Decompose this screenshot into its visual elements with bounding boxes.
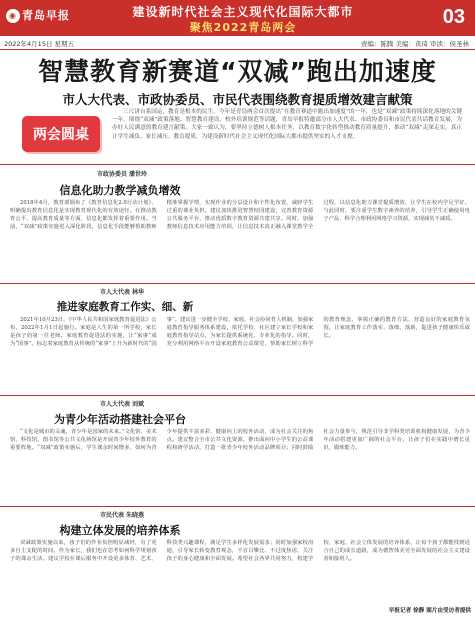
article-4-body: 双减政策实施以来，孩子们的作业负担明显减轻，有了更多自主支配的时间。作为家长，我们也在思考如何科学规划孩子的课余生活。建议学校在课后服务中开设更多体育、艺术、科技类兴趣课程，满足学生多样化发展需求；同时加强家校沟通，引导家长转变教育观念，不盲目攀比、不过度焦虑，关注孩子的身心健康和全面发展。希望社会各界共同努力，构建学校、家庭、社会立体发展的培养体系，让每个孩子都能找到适合自己的成长道路，成为德智体美劳全面发展的社会主义建设者和接班人。 — [10, 540, 470, 563]
article-3-byline: 市人大代表 刘斌 — [99, 401, 145, 408]
banner-subtitle: 聚焦2022青岛两会 — [189, 21, 297, 34]
footer-credit: 早报记者 徐静 图片由受访者提供 — [388, 608, 471, 614]
page-number: 03 — [442, 6, 465, 28]
issue-date: 2022年4月15日 星期五 — [4, 40, 75, 48]
section-divider — [0, 283, 475, 284]
section-badge: 两会圆桌 — [22, 116, 100, 152]
banner-title: 建设新时代社会主义现代化国际大都市 — [132, 5, 354, 19]
editor-credits: 责编：陈腾 美编：黄琦 审读：侯圣林 — [360, 40, 469, 48]
article-3-title: 为青少年活动搭建社会平台 — [54, 413, 186, 426]
info-bar — [0, 37, 475, 49]
masthead — [0, 0, 475, 36]
logo-text: 青岛早报 — [22, 9, 70, 22]
article-2-body: 2021年10月23日，《中华人民共和国家庭教育促进法》公布，2022年1月1日起施行。家庭是人生的第一所学校，家长是孩子的第一任老师。家庭教育促进法的实施，让“家事”成为“国事”，标志着家庭教育从传统的“家事”上升为新时代的“国事”。建议进一步健全学校、家庭、社会协同育人机制，加强家庭教育指导服务体系建设，依托学校、社区建立家长学校和家庭教育指导站点，为家长提供系统化、专业化的指导。同时，充分利用网络平台开设家庭教育公益课堂，帮助家长树立科学的教育理念，掌握正确的教育方法，营造良好的家庭教育氛围，让家庭教育工作落实、落细、落新，促进孩子健康快乐成长。 — [10, 317, 470, 348]
article-1-title: 信息化助力教学减负增效 — [59, 184, 181, 197]
page-subheadline: 市人大代表、市政协委员、市民代表围绕教育提质增效建言献策 — [62, 92, 413, 107]
article-2-byline: 市人大代表 林华 — [99, 289, 145, 296]
article-4-byline: 市民代表 朱晓燕 — [99, 512, 145, 519]
section-divider — [0, 506, 475, 507]
intro-paragraph: 三尺讲台系国运，教育是根本的民生。今年是青岛两会首次提出“在教育赛道中跑出加速度”的一年，也是“双减”政策持续深化落地的关键一年。围绕“双减”政策落地、智慧教育建设、校外培训规范等话题，青岛早报特邀部分市人大代表、市政协委员和市民代表共话教育发展，为办好人民满意的教育建言献策。大家一致认为，要坚持立德树人根本任务，以教育数字化转型推动教育质量提升，推动“双减”走深走实，真正让学生减负、家长减压、教育提质，为建设新时代社会主义现代化国际大都市提供坚实的人才支撑。 — [112, 109, 462, 140]
section-divider — [0, 164, 475, 165]
article-4-title: 构建立体发展的培养体系 — [59, 524, 181, 537]
article-2-title: 推进家庭教育工作实、细、新 — [56, 301, 194, 313]
article-1-byline: 市政协委员 潘世玲 — [96, 171, 148, 178]
masthead-rule — [0, 49, 475, 50]
page-headline: 智慧教育新赛道“双减”跑出加速度 — [38, 57, 437, 86]
logo-emblem-icon: ◉ — [6, 9, 20, 23]
newspaper-logo — [6, 7, 70, 23]
article-1-body: 2018年4月，教育部颁布了《教育信息化2.0行动计划》，明确提出教育信息化是实现教育现代化的有效途径。在推动教育公平、提高教育质量等方面，信息化都发挥着重要作用。当前，“双减”政策实施进入深化阶段，信息化手段能够帮助教师精准掌握学情，实现作业的分层设计和个性化布置，减轻学生过重的课业负担。建议加快推进智慧校园建设，完善教育资源公共服务平台，推动优质数字教育资源共建共享。同时，加强教师信息技术应用能力培训，让信息技术真正融入课堂教学全过程，以信息化助力课堂提质增效，让学生在校内学足学好。与此同时，要注重学生数字素养的培养，引导学生正确使用电子产品，科学合理利用网络学习资源，实现减负不减质。 — [10, 200, 470, 231]
section-divider — [0, 395, 475, 396]
article-3-body: “文化是城市的灵魂，青少年是国家的未来。”文化馆、美术馆、科技馆、图书馆等公共文化场馆是开展青少年校外教育的重要阵地。“双减”政策实施后，学生课余时间增多，如何为青少年提供丰富多彩、健康向上的校外活动，成为社会关注的焦点。建议整合全市公共文化资源，推出面向中小学生的公益课程和研学活动，打造一批青少年校外活动品牌项目；同时鼓励社会力量参与，规范引导非学科类培训机构健康发展，为青少年活动搭建更加广阔的社会平台，让孩子们在实践中增长见识、锻炼能力。 — [10, 429, 470, 452]
